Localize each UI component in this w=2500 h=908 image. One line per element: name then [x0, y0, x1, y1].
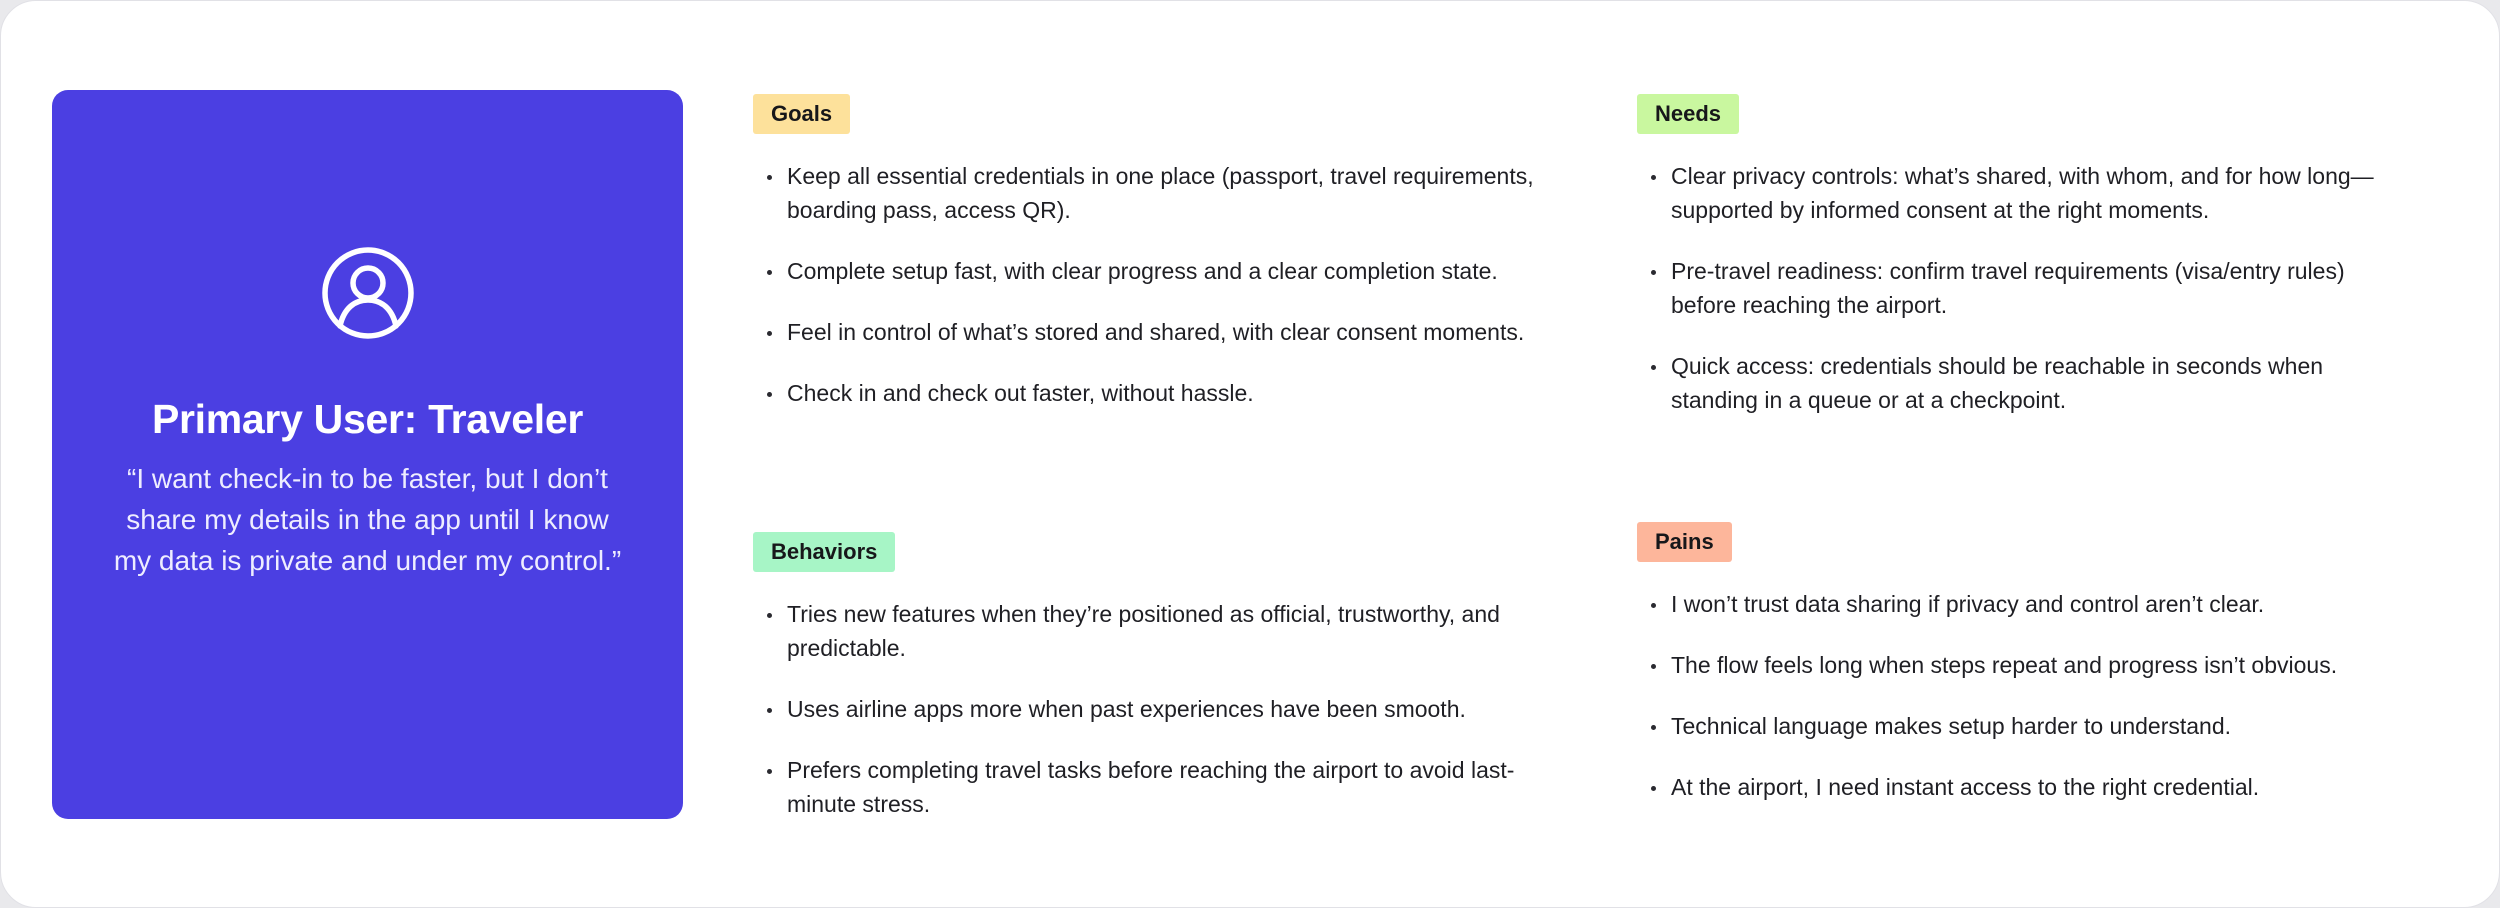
persona-card [52, 90, 683, 819]
persona-title: Primary User: Traveler [151, 396, 583, 442]
behaviors-list [753, 597, 1543, 848]
needs-tag: Needs [1637, 94, 1739, 134]
list-item: I won’t trust data sharing if privacy and control aren’t clear. [1637, 587, 2397, 621]
list-item: Prefers completing travel tasks before reaching the airport to avoid last-minute stress. [753, 753, 1543, 821]
list-item: Check in and check out faster, without hassle. [753, 376, 1543, 410]
list-item: Tries new features when they’re positioned as official, trustworthy, and predictable. [753, 597, 1543, 665]
goals-tag: Goals [753, 94, 850, 134]
list-item: Quick access: credentials should be reachable in seconds when standing in a queue or at a checkpoint. [1637, 349, 2397, 417]
pains-tag: Pains [1637, 522, 1732, 562]
list-item: Feel in control of what’s stored and shared, with clear consent moments. [753, 315, 1543, 349]
persona-quote: “I want check-in to be faster, but I don’t share my details in the app until I know my data is private and under my control.” [113, 463, 622, 576]
behaviors-tag: Behaviors [753, 532, 895, 572]
list-item: Pre-travel readiness: confirm travel requirements (visa/entry rules) before reaching the airport. [1637, 254, 2397, 322]
user-circle-icon [320, 245, 416, 341]
goals-list [753, 159, 1543, 437]
pains-list [1637, 587, 2397, 831]
list-item: Keep all essential credentials in one place (passport, travel requirements, boarding pass, access QR). [753, 159, 1543, 227]
needs-list [1637, 159, 2397, 444]
list-item: Clear privacy controls: what’s shared, with whom, and for how long—supported by informed consent at the right moments. [1637, 159, 2397, 227]
list-item: At the airport, I need instant access to the right credential. [1637, 770, 2397, 804]
list-item: Technical language makes setup harder to understand. [1637, 709, 2397, 743]
list-item: The flow feels long when steps repeat and progress isn’t obvious. [1637, 648, 2397, 682]
list-item: Complete setup fast, with clear progress and a clear completion state. [753, 254, 1543, 288]
list-item: Uses airline apps more when past experiences have been smooth. [753, 692, 1543, 726]
